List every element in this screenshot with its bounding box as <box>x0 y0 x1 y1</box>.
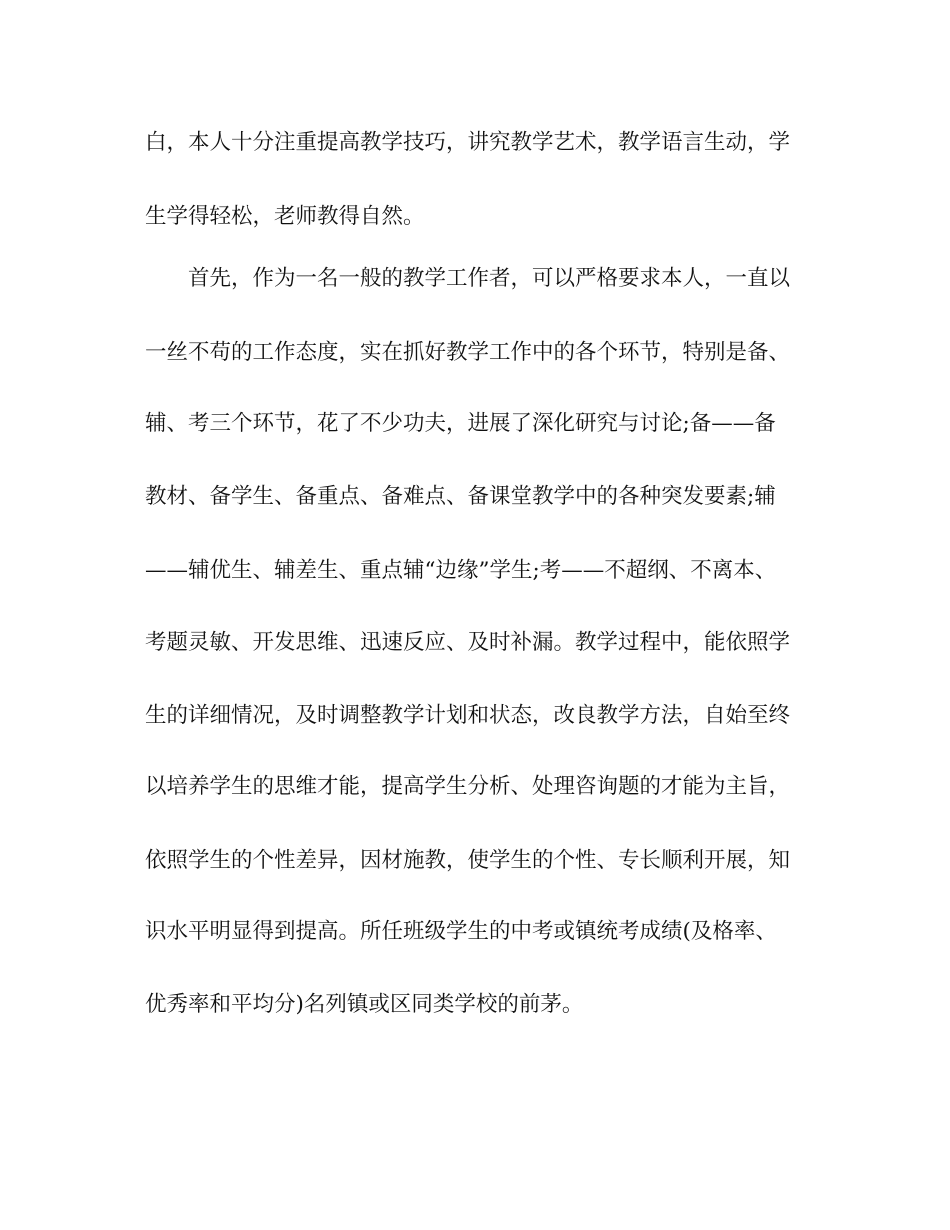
text-line-12: 识水平明显得到提高。所任班级学生的中考或镇统考成绩(及格率、 <box>145 919 777 944</box>
text-line-8: 考题灵敏、开发思维、迅速反应、及时补漏。教学过程中，能依照学 <box>145 630 791 655</box>
text-line-4: 一丝不苟的工作态度，实在抓好教学工作中的各个环节，特别是备、 <box>145 340 791 365</box>
text-line-9: 生的详细情况，及时调整教学计划和状态，改良教学方法，自始至终 <box>145 703 791 728</box>
text-line-13: 优秀率和平均分)名列镇或区同类学校的前茅。 <box>145 992 584 1017</box>
text-line-10: 以培养学生的思维才能，提高学生分析、处理咨询题的才能为主旨， <box>145 774 791 799</box>
text-line-1: 白，本人十分注重提高教学技巧，讲究教学艺术，教学语言生动，学 <box>145 130 791 155</box>
paragraph-first-line: 首先，作为一名一般的教学工作者，可以严格要求本人，一直以 <box>188 266 791 291</box>
text-line-11: 依照学生的个性差异，因材施教，使学生的个性、专长顺利开展，知 <box>145 848 791 873</box>
text-line-6: 教材、备学生、备重点、备难点、备课堂教学中的各种突发要素;辅 <box>145 484 776 509</box>
text-line-2: 生学得轻松，老师教得自然。 <box>145 204 425 229</box>
text-line-5: 辅、考三个环节，花了不少功夫，进展了深化研究与讨论;备——备 <box>145 411 776 436</box>
text-line-7: ——辅优生、辅差生、重点辅“边缘”学生;考——不超纲、不离本、 <box>145 558 777 583</box>
